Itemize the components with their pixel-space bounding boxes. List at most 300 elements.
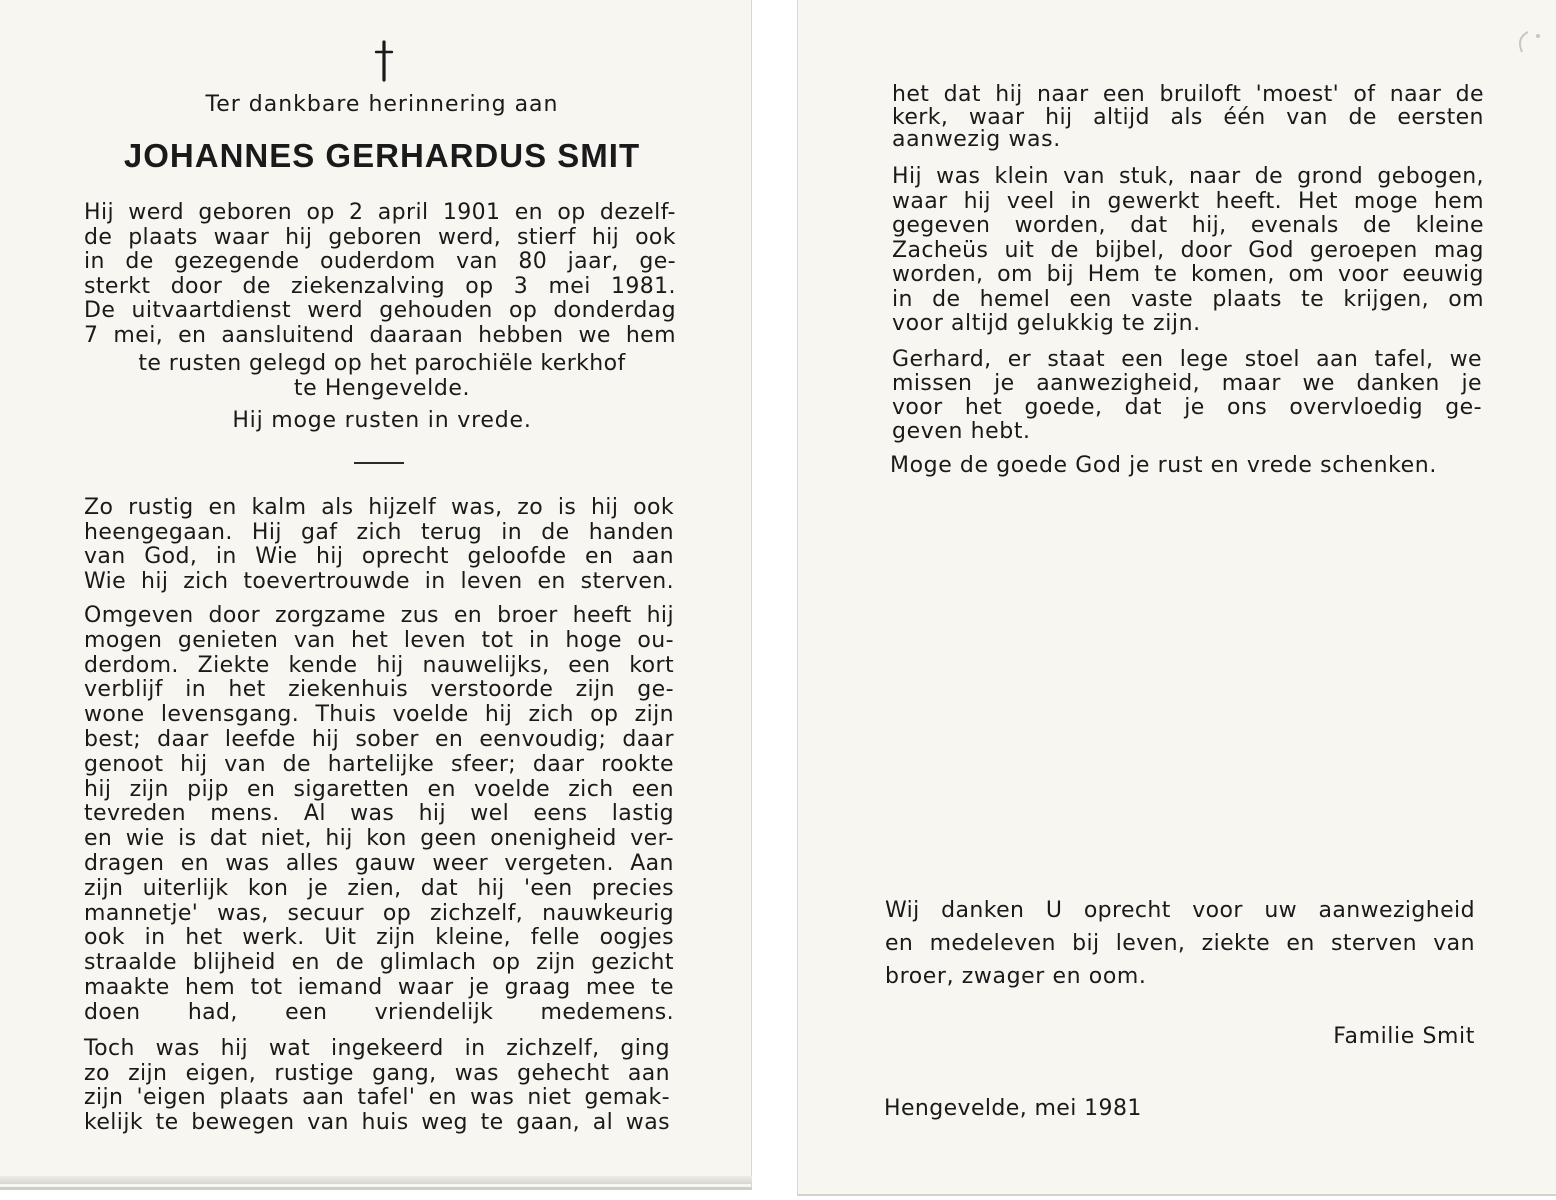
word: staat xyxy=(1047,347,1106,372)
text-line xyxy=(84,852,674,876)
word: aan xyxy=(631,544,674,570)
word: kalm xyxy=(251,495,307,520)
word: geen xyxy=(420,826,477,852)
word: je xyxy=(468,975,490,1000)
text-line xyxy=(84,1001,674,1025)
word: tevreden xyxy=(84,801,186,827)
word: zijn xyxy=(575,677,615,703)
word: geloofde xyxy=(467,544,567,570)
word: dezelf- xyxy=(599,200,676,225)
text-line xyxy=(84,902,674,926)
word: gezegende xyxy=(174,249,300,275)
text-line xyxy=(84,703,674,727)
word: plaats xyxy=(128,224,198,250)
word: een xyxy=(285,999,328,1025)
word: mens. xyxy=(210,801,280,827)
word: Wij xyxy=(885,898,920,923)
word: hij xyxy=(1045,104,1073,130)
word: hij xyxy=(477,875,505,901)
word: gaan, xyxy=(516,1109,581,1135)
text-line xyxy=(892,288,1484,312)
word: 3 xyxy=(513,273,529,299)
word: lastig xyxy=(611,801,674,827)
word: hem xyxy=(1433,188,1484,214)
word: van xyxy=(84,544,126,570)
word: iemand xyxy=(297,975,383,1000)
word: sterven xyxy=(1331,931,1417,956)
word: zijn xyxy=(84,1085,124,1111)
word: wat xyxy=(268,1036,311,1061)
word: in xyxy=(528,627,550,653)
word: het xyxy=(964,395,1003,420)
word: een xyxy=(568,652,611,678)
word: Zacheüs xyxy=(892,237,989,263)
word: op xyxy=(557,200,586,225)
word: hij xyxy=(84,776,112,802)
word: maar xyxy=(1221,371,1281,396)
word: 'moest' xyxy=(1255,82,1340,107)
word: de xyxy=(932,286,961,312)
word: mei, xyxy=(113,323,164,348)
word: tot xyxy=(481,627,514,653)
word: bijbel, xyxy=(1094,237,1165,263)
word: er xyxy=(1007,347,1032,372)
word: gewerkt xyxy=(1107,188,1200,214)
word: had, xyxy=(187,999,238,1025)
text-line xyxy=(84,521,674,545)
word: zichzelf, xyxy=(506,1036,600,1061)
word: dat xyxy=(943,82,981,107)
word: komen, xyxy=(1191,262,1275,287)
text-line xyxy=(885,932,1475,956)
word: zijn xyxy=(376,925,416,951)
word: en xyxy=(453,603,483,628)
word: geboren xyxy=(328,224,423,250)
word: felle xyxy=(530,925,580,951)
word: goede, xyxy=(1024,395,1103,420)
word: in xyxy=(185,677,207,703)
word: hij xyxy=(220,1036,248,1061)
word: in xyxy=(144,925,166,951)
word: om xyxy=(1448,286,1484,312)
word: een xyxy=(1102,82,1146,107)
word: terug xyxy=(420,519,483,545)
word: zich xyxy=(528,702,574,728)
word: rookte xyxy=(601,751,674,777)
word: dat xyxy=(420,875,459,901)
word: danken xyxy=(941,898,1025,923)
word: het xyxy=(892,82,930,107)
word: mei xyxy=(548,273,591,299)
word: werd xyxy=(307,298,364,324)
word: derdom. xyxy=(84,652,179,678)
word: en xyxy=(180,851,209,876)
word: toevertrouwde xyxy=(243,568,410,594)
word: het xyxy=(185,925,223,951)
word: de xyxy=(84,224,113,250)
word: voelde xyxy=(474,776,551,802)
word: op xyxy=(465,273,494,299)
word: leven xyxy=(460,568,523,594)
word: dat xyxy=(1124,395,1162,420)
word: uit xyxy=(1004,237,1035,263)
word: zich xyxy=(568,776,614,802)
word: tot xyxy=(250,975,283,1000)
word: hij xyxy=(325,826,353,852)
word: je xyxy=(994,371,1015,396)
word: Hij xyxy=(892,164,922,189)
word: al xyxy=(592,1109,614,1135)
word: kon xyxy=(247,875,289,901)
word: op xyxy=(590,702,619,728)
text-line xyxy=(892,239,1484,263)
word: God xyxy=(1248,237,1294,263)
word: ge- xyxy=(1445,395,1482,420)
word: plaats xyxy=(1212,286,1282,312)
word: heeft. xyxy=(1215,188,1283,214)
word: was xyxy=(225,851,270,876)
word: en xyxy=(1286,931,1315,956)
word: graag xyxy=(504,975,571,1000)
text-line xyxy=(84,299,676,323)
word: rustig xyxy=(128,495,194,520)
word: bewegen xyxy=(191,1109,295,1135)
word: straalde xyxy=(84,950,177,976)
word: was xyxy=(625,1109,670,1135)
word: in xyxy=(1070,188,1092,214)
word: stuk, xyxy=(1119,164,1175,189)
word: Omgeven xyxy=(84,603,194,628)
word: secuur xyxy=(287,900,364,926)
word: uiterlijk xyxy=(142,875,229,901)
word: op xyxy=(508,298,538,324)
word: ziekte xyxy=(1201,931,1271,956)
word: om xyxy=(1288,262,1325,287)
word: tafel, xyxy=(1374,347,1434,372)
word: is xyxy=(557,495,577,520)
word: wie xyxy=(125,826,165,852)
word: op xyxy=(492,950,521,976)
word: nauwkeurig xyxy=(542,900,674,926)
word: aanwezigheid xyxy=(1318,898,1475,923)
word: een xyxy=(631,776,674,802)
word: glimlach xyxy=(379,950,477,976)
word: de xyxy=(1348,104,1377,130)
word: we xyxy=(578,323,611,348)
word: gang, xyxy=(372,1060,437,1086)
text-line xyxy=(84,728,674,752)
word: hij xyxy=(591,224,620,250)
word: voelde xyxy=(392,702,469,728)
word: huis xyxy=(361,1109,409,1135)
text-line xyxy=(892,396,1482,420)
text-line xyxy=(84,926,674,950)
word: naar xyxy=(1189,164,1241,189)
word: gehouden xyxy=(379,298,493,324)
word: kende xyxy=(288,652,358,678)
cross-icon xyxy=(369,40,399,82)
word: de xyxy=(541,519,570,545)
word: of xyxy=(1353,82,1376,107)
word: danken xyxy=(1356,371,1440,396)
text-line xyxy=(84,570,674,594)
word: eenvoudig; xyxy=(479,727,607,752)
word: ouderdom xyxy=(319,249,436,275)
word: eersten xyxy=(1397,104,1484,130)
text-line: voor altijd gelukkig te zijn. xyxy=(892,311,1201,336)
word: oprecht xyxy=(1083,898,1171,923)
place-date: Hengevelde, mei 1981 xyxy=(884,1096,1142,1121)
text-line xyxy=(84,629,674,653)
word: gemak- xyxy=(584,1085,670,1111)
word: in xyxy=(892,286,913,312)
word: God, xyxy=(144,544,198,570)
word: hem xyxy=(185,975,236,1000)
word: verblijf xyxy=(84,677,163,703)
word: zijn xyxy=(129,776,169,802)
word: zijn xyxy=(84,875,124,901)
text-line xyxy=(892,165,1484,189)
word: nauwelijks, xyxy=(422,652,550,678)
word: voor xyxy=(892,395,943,420)
word: het xyxy=(351,627,389,653)
word: hebben xyxy=(478,323,564,348)
word: te xyxy=(155,1109,179,1135)
word: gauw xyxy=(354,851,416,876)
word: in xyxy=(84,249,105,275)
word: lege xyxy=(1179,347,1229,372)
word: als xyxy=(1170,104,1203,130)
corner-mark xyxy=(1508,22,1548,62)
word: klein xyxy=(994,164,1049,189)
word: ge- xyxy=(639,249,676,275)
closing-wish: Moge de goede God je rust en vrede schenken. xyxy=(890,453,1437,478)
text-line xyxy=(84,753,674,777)
text-line xyxy=(84,604,674,628)
burial-line: te rusten gelegd op het parochiële kerkhof xyxy=(138,351,626,376)
word: sfeer; xyxy=(450,751,517,777)
word: waar xyxy=(397,975,454,1000)
word: van xyxy=(1063,164,1105,189)
word: handen xyxy=(588,519,674,545)
word: hij xyxy=(418,801,446,827)
word: om xyxy=(997,262,1033,287)
word: april xyxy=(377,200,429,225)
word: evenals xyxy=(1250,213,1339,238)
text-line xyxy=(84,877,674,901)
text-line xyxy=(84,324,676,348)
word: het xyxy=(228,677,266,703)
word: hij xyxy=(995,82,1023,107)
word: kleine, xyxy=(435,925,512,951)
text-line xyxy=(892,190,1484,214)
word: gehecht xyxy=(517,1060,610,1086)
word: door xyxy=(208,603,261,628)
word: sigaretten xyxy=(293,776,410,802)
word: hartelijke xyxy=(327,751,435,777)
word: zich xyxy=(356,519,402,545)
word: ook xyxy=(633,495,674,520)
word: sterkt xyxy=(84,273,151,299)
word: en xyxy=(247,776,276,802)
word: en xyxy=(427,776,456,802)
word: gegeven xyxy=(892,213,991,238)
word: was, xyxy=(450,495,503,520)
text-line xyxy=(892,106,1484,130)
word: hij xyxy=(484,702,513,728)
word: hemel xyxy=(979,286,1051,312)
word: ziekenzalving xyxy=(291,273,446,299)
word: jaar, xyxy=(567,249,619,275)
word: genoot xyxy=(84,751,164,777)
word: daar xyxy=(532,751,585,777)
word: bruiloft xyxy=(1159,82,1242,107)
word: eeuwig xyxy=(1402,262,1484,287)
text-line xyxy=(84,778,674,802)
word: zien, xyxy=(347,875,402,901)
text-line xyxy=(885,899,1475,923)
word: te xyxy=(1301,286,1325,312)
word: worden, xyxy=(1014,213,1106,238)
word: te xyxy=(650,975,674,1000)
word: wel xyxy=(470,801,510,827)
word: zo xyxy=(84,1060,110,1086)
word: eigen, xyxy=(185,1060,257,1086)
word: daaraan xyxy=(369,323,464,348)
word: werk. xyxy=(242,925,305,951)
text-line xyxy=(84,951,674,975)
word: 80 xyxy=(518,249,548,275)
text-line xyxy=(84,827,674,851)
word: 1901 xyxy=(442,200,501,225)
word: je xyxy=(307,875,329,901)
word: niet, xyxy=(260,826,312,852)
word: ziekenhuis xyxy=(288,677,409,703)
word: verstoorde xyxy=(430,677,554,703)
word: Toch xyxy=(84,1036,135,1061)
burial-line: te Hengevelde. xyxy=(293,376,471,401)
word: was, xyxy=(217,900,269,926)
word: hij xyxy=(180,751,208,777)
word: maakte xyxy=(84,975,170,1000)
word: zijn xyxy=(536,950,576,976)
word: ook xyxy=(84,925,125,951)
word: genieten xyxy=(177,627,279,653)
word: aanwezigheid, xyxy=(1036,371,1201,396)
word: medeleven xyxy=(929,931,1056,956)
text-line xyxy=(84,1037,670,1061)
text-line xyxy=(84,226,676,250)
word: 7 xyxy=(84,323,99,348)
word: grond xyxy=(1297,164,1364,189)
word: U xyxy=(1045,898,1063,923)
word: Wie xyxy=(84,568,127,594)
word: geboren xyxy=(198,200,293,225)
word: zo xyxy=(517,495,544,520)
word: mogen xyxy=(84,627,163,653)
text-line: broer, zwager en oom. xyxy=(885,964,1147,989)
word: daar xyxy=(622,727,674,752)
word: hij xyxy=(311,727,340,752)
word: gaf xyxy=(300,519,338,545)
text-line xyxy=(84,496,674,520)
word: hij xyxy=(376,652,404,678)
word: Zo xyxy=(84,495,114,520)
word: en xyxy=(585,544,614,570)
word: missen xyxy=(892,371,973,396)
word: oogjes xyxy=(599,925,674,951)
text-line xyxy=(892,348,1482,372)
word: leven xyxy=(403,627,466,653)
text-line xyxy=(84,201,676,225)
word: tafel' xyxy=(357,1085,416,1111)
word: stoel xyxy=(1244,347,1300,372)
word: mag xyxy=(1433,237,1484,263)
word: en xyxy=(434,727,464,752)
word: door xyxy=(170,273,223,299)
word: en xyxy=(291,950,320,976)
paper-edge xyxy=(0,1176,752,1184)
text-line xyxy=(84,1086,670,1110)
word: wone xyxy=(84,702,145,728)
word: aan xyxy=(627,1060,670,1086)
word: de xyxy=(1050,237,1079,263)
word: van xyxy=(307,1109,349,1135)
word: en xyxy=(537,568,566,594)
word: zorgzame xyxy=(274,603,386,628)
word: aansluitend xyxy=(221,323,355,348)
word: waar xyxy=(892,188,948,214)
word: Hij xyxy=(84,200,114,225)
word: was xyxy=(470,1085,515,1111)
word: gezicht xyxy=(591,950,674,976)
word: in xyxy=(501,519,523,545)
word: kerk, xyxy=(892,104,949,130)
word: ge- xyxy=(637,677,674,703)
word: heeft xyxy=(572,603,632,628)
deceased-name: JOHANNES GERHARDUS SMIT xyxy=(123,137,641,174)
word: weg xyxy=(421,1109,468,1135)
word: bij xyxy=(1046,262,1075,287)
word: was xyxy=(350,801,395,827)
word: mannetje' xyxy=(84,900,199,926)
word: Het xyxy=(1298,188,1338,214)
word: en xyxy=(208,495,237,520)
word: Hem xyxy=(1087,262,1141,287)
word: hijzelf xyxy=(368,495,437,520)
word: zich xyxy=(183,568,229,594)
word: Ziekte xyxy=(197,652,270,678)
word: hoge xyxy=(565,627,622,653)
word: dat xyxy=(209,826,248,852)
word: sterven. xyxy=(580,568,674,594)
word: en xyxy=(428,1085,457,1111)
word: ou- xyxy=(637,627,674,653)
text-line xyxy=(84,678,674,702)
word: leefde xyxy=(224,727,296,752)
word: veel xyxy=(1006,188,1055,214)
word: leven, xyxy=(1115,931,1186,956)
word: voor xyxy=(1192,898,1243,923)
word: een xyxy=(1069,286,1112,312)
text-line xyxy=(84,275,676,299)
word: en xyxy=(178,323,207,348)
word: de xyxy=(335,950,365,976)
word: ver- xyxy=(630,826,674,852)
word: 1981. xyxy=(610,273,676,299)
word: blijheid xyxy=(192,950,276,976)
word: zijn xyxy=(128,1060,168,1086)
